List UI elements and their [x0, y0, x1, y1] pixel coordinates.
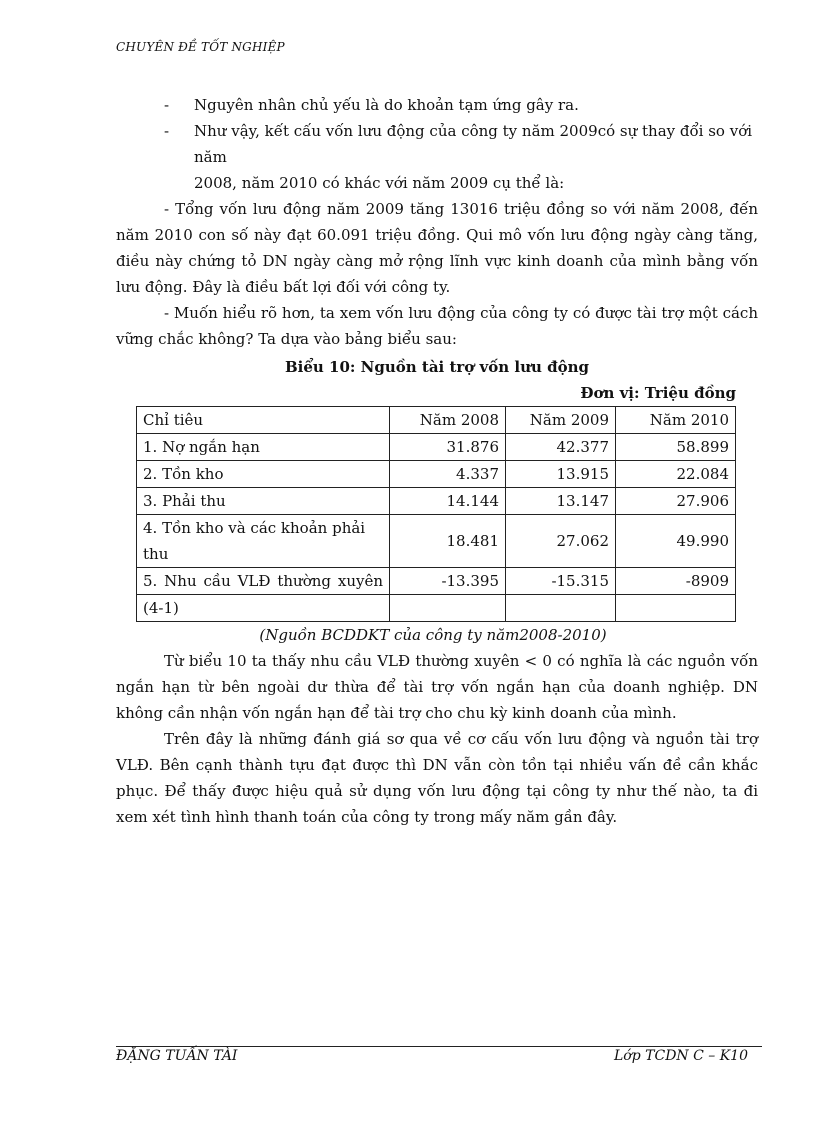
cell-label: 3. Phải thu: [137, 488, 390, 515]
table-row-continuation: [137, 595, 736, 622]
table-row: [137, 488, 736, 515]
col-header: Năm 2010: [616, 407, 736, 434]
col-header: Năm 2009: [506, 407, 616, 434]
table-unit: Đơn vị: Triệu đồng: [580, 384, 736, 402]
page-header-title: CHUYÊN ĐỀ TỐT NGHIỆP: [116, 40, 285, 54]
footer-divider: [116, 1046, 762, 1047]
table-source: (Nguồn BCDDKT của công ty năm2008-2010): [259, 626, 607, 644]
bullet-item: [116, 92, 758, 118]
table-row: [137, 461, 736, 488]
cell-label: 4. Tồn kho và các khoản phải thu: [137, 515, 390, 568]
table-header-row: [137, 407, 736, 434]
cell-value: 27.906: [616, 488, 736, 515]
table-row: [137, 434, 736, 461]
cell-value: 49.990: [616, 515, 736, 568]
paragraph-1: - Tổng vốn lưu động năm 2009 tăng 13016 triệu đồng so với năm 2008, đến năm 2010 con số này đạt 60.091 triệu đồng. Qui mô vốn lưu động ngày càng tăng, điều này chứng tỏ DN ngày càng mở rộng lĩnh vực kinh doanh của mình bằng vốn lưu động. Đây là điều bất lợi đối với công ty.: [116, 200, 758, 296]
cell-empty: [390, 595, 506, 622]
cell-label: 1. Nợ ngắn hạn: [137, 434, 390, 461]
cell-label-sub: (4-1): [137, 595, 390, 622]
cell-value: -13.395: [390, 568, 506, 595]
cell-label: [137, 568, 390, 595]
cell-value: -8909: [616, 568, 736, 595]
cell-label-line: 5. Nhu cầu VLĐ thường xuyên: [143, 572, 383, 590]
cell-value: 13.147: [506, 488, 616, 515]
cell-label: 2. Tồn kho: [137, 461, 390, 488]
bullet-item: [116, 118, 758, 170]
footer-class: Lớp TCDN C – K10: [614, 1048, 748, 1064]
cell-value: 31.876: [390, 434, 506, 461]
cell-value: -15.315: [506, 568, 616, 595]
cell-value: 27.062: [506, 515, 616, 568]
cell-empty: [506, 595, 616, 622]
bullet-dash: -: [164, 122, 170, 140]
bullet-text: Nguyên nhân chủ yếu là do khoản tạm ứng gây ra.: [194, 96, 579, 114]
funding-table: [136, 406, 736, 622]
document-body: [116, 92, 758, 830]
cell-value: 13.915: [506, 461, 616, 488]
col-header: Năm 2008: [390, 407, 506, 434]
cell-value: 4.337: [390, 461, 506, 488]
col-header: Chỉ tiêu: [137, 407, 390, 434]
bullet-text: Như vậy, kết cấu vốn lưu động của công ty năm 2009có sự thay đổi so với năm: [194, 122, 753, 166]
paragraph-3: Từ biểu 10 ta thấy nhu cầu VLĐ thường xuyên < 0 có nghĩa là các nguồn vốn ngắn hạn từ bên ngoài dư thừa để tài trợ vốn ngắn hạn của doanh nghiệp. DN không cần nhận vốn ngắn hạn để tài trợ cho chu kỳ kinh doanh của mình.: [116, 652, 758, 722]
bullet-dash: -: [164, 96, 170, 114]
paragraph-4: Trên đây là những đánh giá sơ qua về cơ cấu vốn lưu động và nguồn tài trợ VLĐ. Bên cạnh thành tựu đạt được thì DN vẫn còn tồn tại nhiều vấn đề cần khắc phục. Để thấy được hiệu quả sử dụng vốn lưu động tại công ty như thế nào, ta đi xem xét tình hình thanh toán của công ty trong mấy năm gần đây.: [116, 730, 758, 826]
table-caption: Biểu 10: Nguồn tài trợ vốn lưu động: [284, 358, 589, 376]
cell-value: 14.144: [390, 488, 506, 515]
cell-empty: [616, 595, 736, 622]
table-row: [137, 568, 736, 595]
cell-value: 22.084: [616, 461, 736, 488]
footer-author: ĐẶNG TUẤN TÀI: [116, 1048, 238, 1064]
bullet-continuation: 2008, năm 2010 có khác với năm 2009 cụ thể là:: [194, 174, 565, 192]
table-row: [137, 515, 736, 568]
cell-value: 58.899: [616, 434, 736, 461]
cell-value: 42.377: [506, 434, 616, 461]
paragraph-2: - Muốn hiểu rõ hơn, ta xem vốn lưu động của công ty có được tài trợ một cách vững chắc không? Ta dựa vào bảng biểu sau:: [116, 304, 758, 348]
cell-value: 18.481: [390, 515, 506, 568]
